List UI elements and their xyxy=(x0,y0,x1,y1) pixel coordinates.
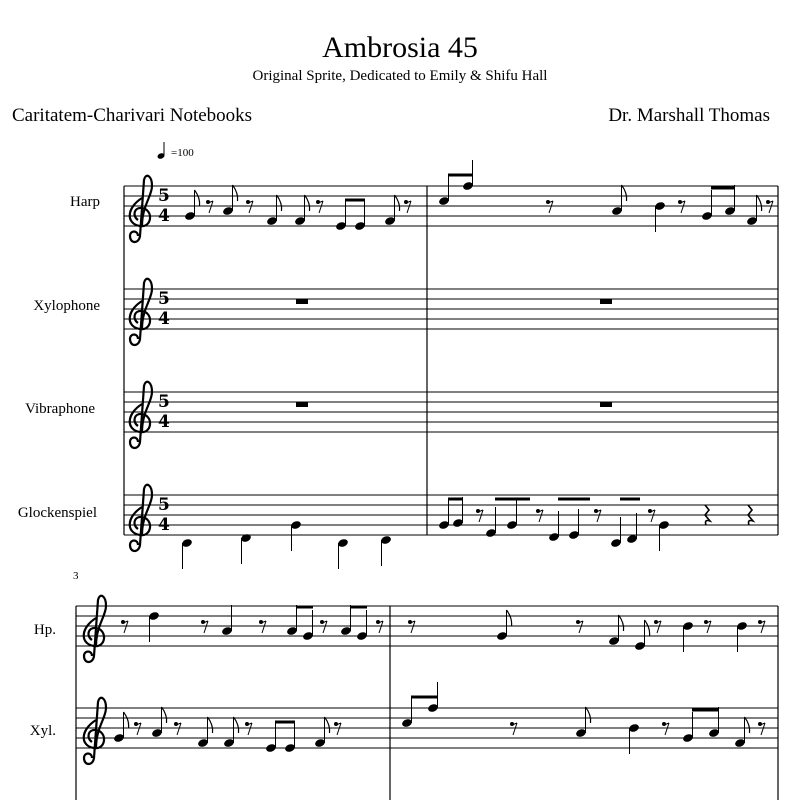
note xyxy=(286,605,298,636)
note xyxy=(575,707,587,738)
note xyxy=(734,717,746,748)
note xyxy=(314,717,326,748)
staff-sys1-2 xyxy=(124,392,778,432)
note-flag xyxy=(622,185,627,201)
note xyxy=(401,697,413,728)
time-signature-numerator: 5 xyxy=(158,186,170,206)
note xyxy=(340,605,352,636)
note-flag xyxy=(619,615,624,631)
note-flag xyxy=(325,717,330,733)
note xyxy=(384,195,396,226)
staff-sys1-0 xyxy=(124,186,778,226)
note xyxy=(337,538,349,569)
note-flag xyxy=(586,707,591,723)
note-flag xyxy=(745,717,750,733)
instrument-name-vibraphone: Vibraphone xyxy=(25,401,95,417)
note xyxy=(611,185,623,216)
low-note xyxy=(181,538,193,569)
staff-sys2-0 xyxy=(76,606,778,646)
measure-number: 3 xyxy=(73,570,79,582)
note-flag xyxy=(645,620,650,636)
note xyxy=(438,175,450,206)
note xyxy=(266,195,278,226)
score-title: Ambrosia 45 xyxy=(322,31,478,64)
note-flag xyxy=(233,185,238,201)
note-flag xyxy=(507,610,512,626)
time-signature-denominator: 4 xyxy=(158,206,170,226)
note xyxy=(724,185,736,216)
tempo-note-icon xyxy=(157,142,166,160)
note xyxy=(294,195,306,226)
note xyxy=(626,513,638,544)
time-signature-numerator: 5 xyxy=(158,289,170,309)
staff-sys1-1 xyxy=(124,289,778,329)
composer-name: Dr. Marshall Thomas xyxy=(608,105,770,126)
collection-name: Caritatem-Charivari Notebooks xyxy=(12,105,253,126)
note xyxy=(548,511,560,542)
note xyxy=(221,605,233,636)
note-flag xyxy=(162,707,167,723)
measure-rest-icon xyxy=(600,299,612,304)
note-flag xyxy=(277,195,282,211)
note xyxy=(485,507,497,538)
note xyxy=(380,535,392,566)
note xyxy=(746,195,758,226)
note xyxy=(452,497,464,528)
staff-sys1-3 xyxy=(124,495,778,535)
note xyxy=(197,717,209,748)
note-flag xyxy=(305,195,310,211)
time-signature-denominator: 4 xyxy=(158,515,170,535)
instrument-name-glockenspiel: Glockenspiel xyxy=(17,505,97,521)
note xyxy=(708,707,720,738)
note-flag xyxy=(208,717,213,733)
note-flag xyxy=(234,717,239,733)
note-flag xyxy=(124,712,129,728)
note-flag xyxy=(395,195,400,211)
measure-rest-icon xyxy=(600,402,612,407)
tempo-marking: =100 xyxy=(171,147,194,159)
note xyxy=(610,517,622,548)
instrument-name-xylophone: Xylophone xyxy=(33,298,100,314)
instrument-abbrev-harp: Hp. xyxy=(33,622,56,638)
measure-rest-icon xyxy=(296,402,308,407)
note xyxy=(240,533,252,564)
note xyxy=(223,717,235,748)
instrument-name-harp: Harp xyxy=(70,194,100,210)
note xyxy=(608,615,620,646)
note-flag xyxy=(195,190,200,206)
instrument-abbrev-xylophone: Xyl. xyxy=(29,723,56,739)
measure-rest-icon xyxy=(296,299,308,304)
note-flag xyxy=(757,195,762,211)
time-signature-numerator: 5 xyxy=(158,392,170,412)
note xyxy=(151,707,163,738)
score-subtitle: Original Sprite, Dedicated to Emily & Shifu Hall xyxy=(252,68,548,84)
time-signature-denominator: 4 xyxy=(158,412,170,432)
time-signature-numerator: 5 xyxy=(158,495,170,515)
note xyxy=(222,185,234,216)
staff-sys2-1 xyxy=(76,708,778,748)
time-signature-denominator: 4 xyxy=(158,309,170,329)
